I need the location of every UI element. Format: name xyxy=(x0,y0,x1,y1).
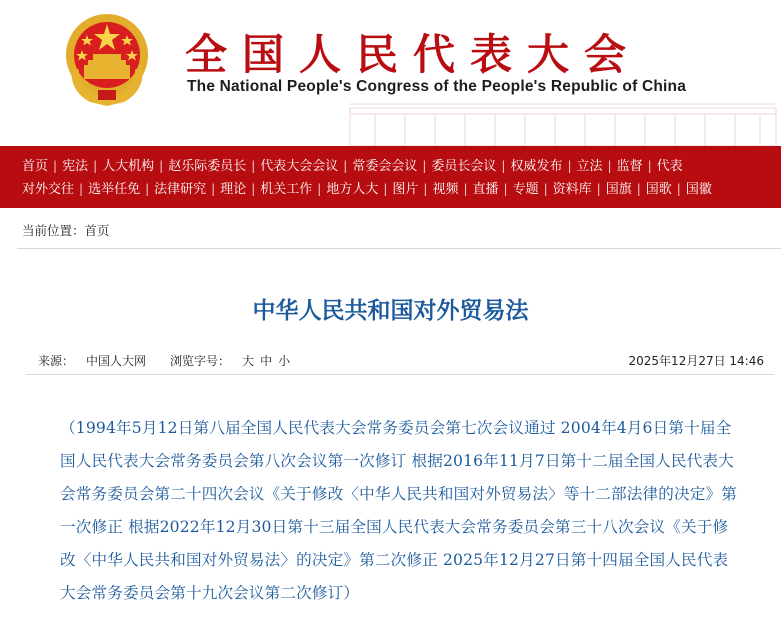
nav-row-2: 对外交往 | 选举任免 | 法律研究 | 理论 | 机关工作 | 地方人大 | 图片 | 视频 | 直播 | 专题 | 资料库 | 国旗 | 国歌 | 国徽 xyxy=(22,177,712,201)
font-size-medium-button[interactable]: 中 xyxy=(260,354,273,368)
article-body xyxy=(60,412,740,610)
nav-item-national-anthem[interactable]: 国歌 xyxy=(645,182,672,197)
source-value: 中国人大网 xyxy=(86,354,147,368)
nav-item-topics[interactable]: 专题 xyxy=(512,182,539,197)
source-label: 来源： xyxy=(38,354,75,368)
nav-item-elections[interactable]: 选举任免 xyxy=(88,182,141,197)
nav-item-legal-research[interactable]: 法律研究 xyxy=(154,182,207,197)
nav-row-1: 首页 | 宪法 | 人大机构 | 赵乐际委员长 | 代表大会会议 | 常委会会议 | 委员长会议 | 权威发布 | 立法 | 监督 | 代表 xyxy=(22,154,683,178)
article-preamble: （1994年5月12日第八届全国人民代表大会常务委员会第七次会议通过 2004年4月6日第十届全国人民代表大会常务委员会第八次会议第一次修订 根据2016年11月7日第十二届全国人民代表大会常务委员会第二十四次会议《关于修改〈中华人民共和国对外贸易法〉等十二部法律的决定》第一次修正 根据2022年12月30日第十三届全国人民代表大会常务委员会第三十八次会议《关于修改〈中华人民共和国对外贸易法〉的决定》第二次修正 2025年12月27日第十四届全国人民代表大会常务委员会第十九次会议第二次修订） xyxy=(60,419,737,602)
breadcrumb-home-link[interactable]: 首页 xyxy=(84,223,110,238)
nav-item-local-congress[interactable]: 地方人大 xyxy=(326,182,379,197)
font-size-large-button[interactable]: 大 xyxy=(242,354,255,368)
nav-item-chairman[interactable]: 赵乐际委员长 xyxy=(168,159,247,174)
nav-item-npc-organs[interactable]: 人大机构 xyxy=(102,159,155,174)
nav-item-standing-committee[interactable]: 常委会会议 xyxy=(352,159,418,174)
site-title-cn: 全国人民代表大会 xyxy=(185,30,642,79)
site-header xyxy=(0,0,781,146)
nav-item-theory[interactable]: 理论 xyxy=(220,182,247,197)
nav-item-national-flag[interactable]: 国旗 xyxy=(605,182,632,197)
great-hall-building-icon xyxy=(345,96,781,146)
nav-item-congress-sessions[interactable]: 代表大会会议 xyxy=(260,159,339,174)
nav-item-database[interactable]: 资料库 xyxy=(552,182,592,197)
main-nav xyxy=(0,146,781,208)
nav-item-deputies[interactable]: 代表 xyxy=(656,159,683,174)
nav-item-legislation[interactable]: 立法 xyxy=(576,159,603,174)
publish-date: 2025年12月27日 14:46 xyxy=(628,354,764,368)
nav-item-national-emblem[interactable]: 国徽 xyxy=(685,182,712,197)
nav-item-organ-work[interactable]: 机关工作 xyxy=(260,182,313,197)
nav-item-chairmans-council[interactable]: 委员长会议 xyxy=(431,159,497,174)
nav-item-video[interactable]: 视频 xyxy=(432,182,459,197)
font-size-small-button[interactable]: 小 xyxy=(278,354,291,368)
national-emblem-icon[interactable] xyxy=(60,10,155,110)
nav-item-supervision[interactable]: 监督 xyxy=(616,159,643,174)
nav-item-live[interactable]: 直播 xyxy=(472,182,499,197)
nav-item-foreign-affairs[interactable]: 对外交往 xyxy=(22,182,75,197)
article-meta xyxy=(38,352,296,370)
site-title-en: The National People's Congress of the People's Republic of China xyxy=(187,78,687,95)
font-size-label: 浏览字号： xyxy=(170,354,231,368)
breadcrumb xyxy=(22,222,110,240)
nav-item-releases[interactable]: 权威发布 xyxy=(510,159,563,174)
nav-item-constitution[interactable]: 宪法 xyxy=(62,159,89,174)
breadcrumb-label: 当前位置： xyxy=(22,223,85,238)
breadcrumb-divider xyxy=(17,248,781,249)
article-title: 中华人民共和国对外贸易法 xyxy=(252,297,529,324)
nav-item-home[interactable]: 首页 xyxy=(22,159,49,174)
nav-item-pictures[interactable]: 图片 xyxy=(392,182,419,197)
meta-divider xyxy=(26,374,774,375)
